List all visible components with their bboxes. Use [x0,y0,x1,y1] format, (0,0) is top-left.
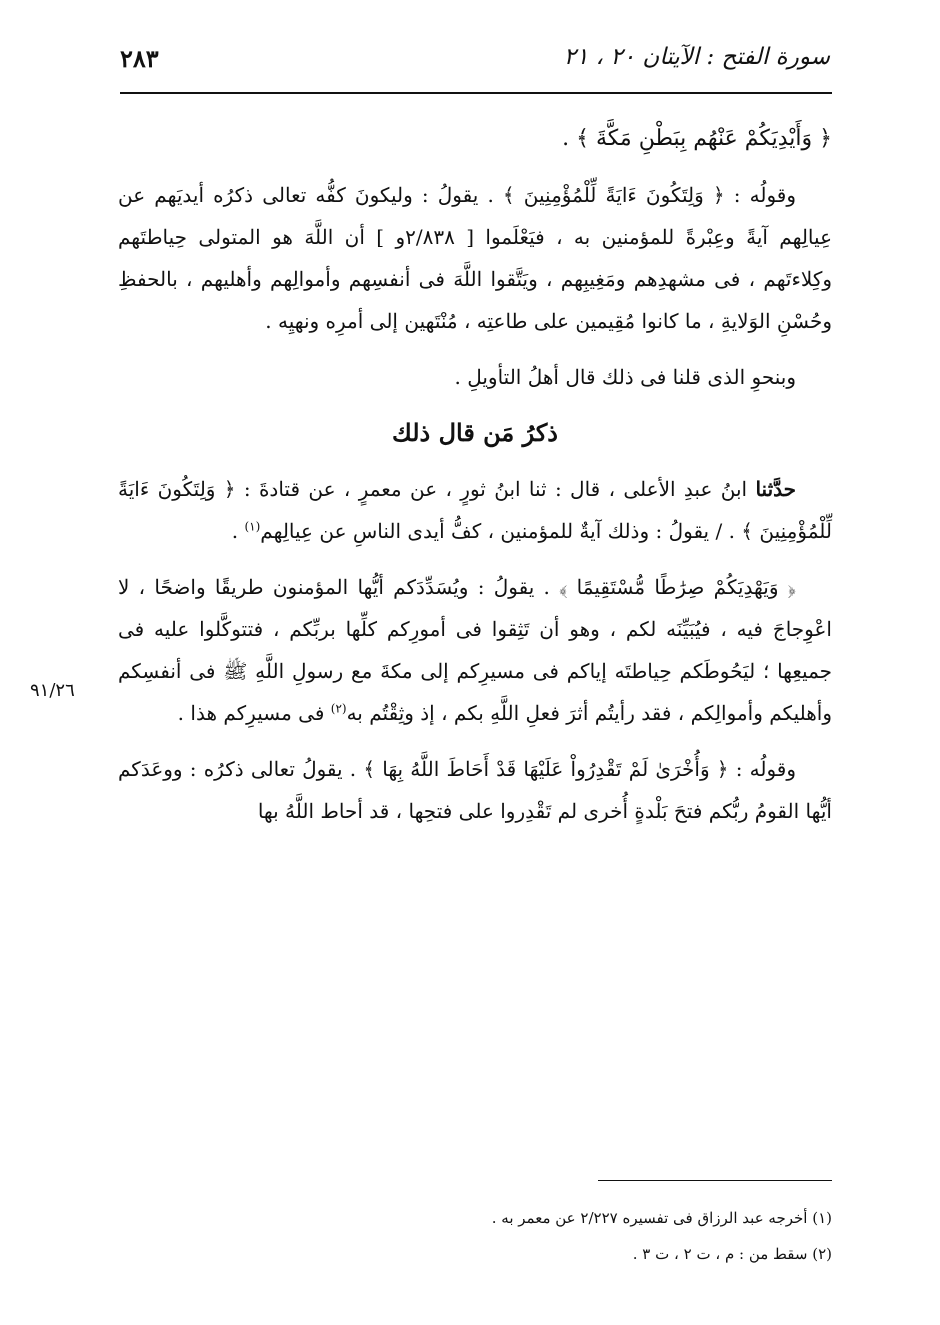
paragraph-5-end: فى مسيرِكم هذا . [177,701,331,725]
paragraph-3: وبنحوِ الذى قلنا فى ذلك قال أهلُ التأويلِ . [454,365,796,389]
footnote-rule [598,1180,832,1181]
footnotes [118,1200,832,1272]
footnote-1: (١) أخرجه عبد الرزاق فى تفسيره ٢/٢٢٧ عن معمر به . [491,1209,832,1227]
paragraph-2: وقولُه : ﴿ وَلِتَكُونَ ءَايَةً لِّلْمُؤْمِنِينَ ﴾ . يقولُ : وليكونَ كفُّه تعالى ذكرُه أيديَهم عن عِيالِهم آيةً وعِبْرةً للمؤمنين به ، فيَعْلَموا [ ٢/٨٣٨و ] أن اللَّهَ هو المتولى حِياطتَهم وكِلاءتَهم ، فى مشهدِهم ومَغِيبِهم ، ويَتَّقوا اللَّهَ فى أنفسِهم وأموالِهم وأهليهم ، بالحفظِ وحُسْنِ الوَلايةِ ، ما كانوا مُقِيمين على طاعتِه ، مُنْتَهين إلى أمرِه ونهيِه . [118,183,832,333]
paragraph-4-end: . [231,519,245,543]
footnote-ref-2: (٢) [330,701,347,716]
page-number: ٢٨٣ [120,44,159,73]
margin-reference: ٩١/٢٦ [30,680,75,701]
narration-lead: حدَّثنا [755,477,796,501]
section-heading: ذكرُ مَن قال ذلك [392,418,558,447]
paragraph-4 [118,468,832,552]
paragraph-1: ﴿ وَأَيْدِيَكُمْ عَنْهُم بِبَطْنِ مَكَّةَ ﴾ . [562,126,832,151]
main-text [118,118,832,846]
paragraph-5-text: ﴿ وَيَهْدِيَكُمْ صِرَٰطًا مُّسْتَقِيمًا ﴾ . يقولُ : ويُسَدِّدَكم أيُّها المؤمنون طريقًا واضحًا ، لا اعْوِجاجَ فيه ، فيُبَيِّنَه لكم ، وهو أن تَثِقوا فى أمورِكم كلِّها بربِّكم ، فتتوكَّلوا عليه فى جميعِها ؛ ليَحُوطَكم حِياطتَه إياكم فى مسيرِكم إلى مكةَ مع رسولِ اللَّهِ ﷺ فى أنفسِكم وأهليكم وأموالِكم ، فقد رأيتُم أثرَ فعلِ اللَّهِ بكم ، إذ وثِقْتُم به [118,575,832,725]
page-header [120,44,830,84]
footnote-2: (٢) سقط من : م ، ت ٢ ، ت ٣ . [632,1245,832,1263]
paragraph-4-text: ابنُ عبدِ الأعلى ، قال : ثنا ابنُ ثورٍ ، عن معمرٍ ، عن قتادةَ : ﴿ وَلِتَكُونَ ءَايَةً لِّلْمُؤْمِنِينَ ﴾ . / يقولُ : وذلك آيةٌ للمؤمنين ، كفُّ أيدى الناسِ عن عِيالِهم [118,477,832,543]
header-rule [120,92,832,94]
paragraph-5 [118,566,832,734]
running-title: سورة الفتح : الآيتان ٢٠ ، ٢١ [563,44,830,70]
paragraph-6: وقولُه : ﴿ وَأُخْرَىٰ لَمْ تَقْدِرُواْ عَلَيْهَا قَدْ أَحَاطَ اللَّهُ بِهَا ﴾ . يقولُ تعالى ذكرُه : ووعَدَكم أيُّها القومُ ربُّكم فتحَ بَلْدةٍ أُخرى لم تَقْدِروا على فتحِها ، قد أحاط اللَّهُ بها [118,757,832,823]
footnote-ref-1: (١) [244,519,261,534]
